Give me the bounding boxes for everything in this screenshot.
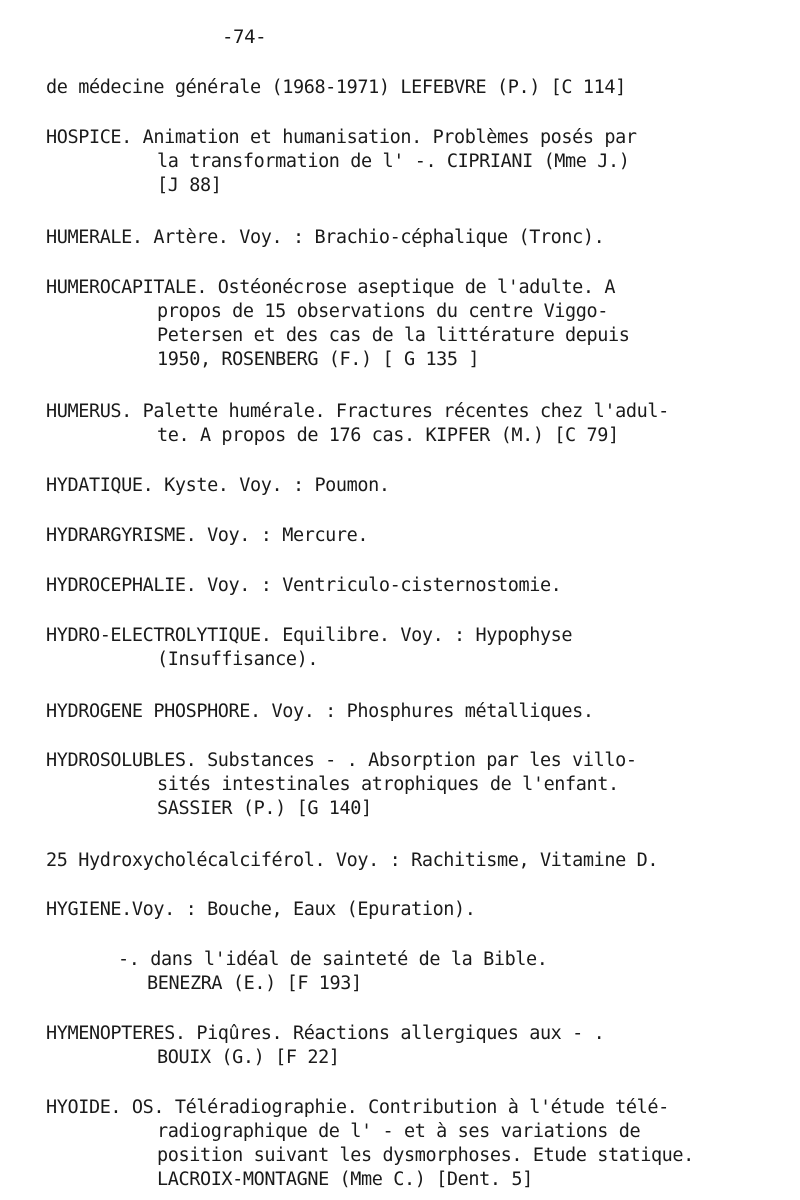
index-entry xyxy=(46,898,776,922)
index-entry xyxy=(46,400,776,448)
entry-line: HYDATIQUE. Kyste. Voy. : Poumon. xyxy=(46,475,390,496)
entry-line: HOSPICE. Animation et humanisation. Problèmes posés par xyxy=(46,127,637,148)
entry-line: HYMENOPTERES. Piqûres. Réactions allergiques aux - . xyxy=(46,1023,605,1044)
index-entry xyxy=(46,749,776,821)
index-entry xyxy=(46,624,776,672)
entry-line: sités intestinales atrophiques de l'enfant. xyxy=(157,774,619,795)
entry-line: propos de 15 observations du centre Viggo- xyxy=(157,301,608,322)
entry-line: HYGIENE.Voy. : Bouche, Eaux (Epuration). xyxy=(46,899,476,920)
entry-line: HUMERALE. Artère. Voy. : Brachio-céphalique (Tronc). xyxy=(46,227,605,248)
entry-line: HYDRO-ELECTROLYTIQUE. Equilibre. Voy. : Hypophyse xyxy=(46,625,573,646)
entry-line: [J 88] xyxy=(157,175,222,196)
entry-line: -. dans l'idéal de sainteté de la Bible. xyxy=(118,949,548,970)
entry-line: HYDROGENE PHOSPHORE. Voy. : Phosphures métalliques. xyxy=(46,701,594,722)
entry-line: HYDROSOLUBLES. Substances - . Absorption par les villo- xyxy=(46,750,637,771)
entry-line: (Insuffisance). xyxy=(157,649,319,670)
index-entry xyxy=(46,126,776,198)
entry-line: te. A propos de 176 cas. KIPFER (M.) [C 79] xyxy=(157,425,619,446)
entry-line: HUMEROCAPITALE. Ostéonécrose aseptique de l'adulte. A xyxy=(46,277,616,298)
entry-line: HYDROCEPHALIE. Voy. : Ventriculo-cisternostomie. xyxy=(46,575,562,596)
entry-line: 1950, ROSENBERG (F.) [ G 135 ] xyxy=(157,349,480,370)
index-entry xyxy=(46,226,776,250)
entry-line: radiographique de l' - et à ses variations de xyxy=(157,1121,641,1142)
index-entry xyxy=(46,276,776,372)
entry-line: 25 Hydroxycholécalciférol. Voy. : Rachitisme, Vitamine D. xyxy=(46,850,659,871)
entry-line: LACROIX-MONTAGNE (Mme C.) [Dent. 5] xyxy=(157,1169,533,1190)
entry-line: de médecine générale (1968-1971) LEFEBVRE (P.) [C 114] xyxy=(46,77,626,98)
entry-line: HUMERUS. Palette humérale. Fractures récentes chez l'adul- xyxy=(46,401,669,422)
entry-line: HYOIDE. OS. Téléradiographie. Contribution à l'étude télé- xyxy=(46,1097,669,1118)
index-subentry xyxy=(118,948,800,996)
index-entry xyxy=(46,474,776,498)
index-entry xyxy=(46,1096,776,1192)
entry-line: BENEZRA (E.) [F 193] xyxy=(147,973,362,994)
page-number: -74- xyxy=(222,26,267,48)
index-entry xyxy=(46,76,776,100)
entry-line: SASSIER (P.) [G 140] xyxy=(157,798,372,819)
entry-line: BOUIX (G.) [F 22] xyxy=(157,1047,340,1068)
index-entry xyxy=(46,700,776,724)
entry-line: HYDRARGYRISME. Voy. : Mercure. xyxy=(46,525,369,546)
index-entry xyxy=(46,524,776,548)
entry-line: position suivant les dysmorphoses. Etude statique. xyxy=(157,1145,694,1166)
entry-line: Petersen et des cas de la littérature depuis xyxy=(157,325,630,346)
index-entry xyxy=(46,849,776,873)
index-entry xyxy=(46,1022,776,1070)
entry-line: la transformation de l' -. CIPRIANI (Mme J.) xyxy=(157,151,630,172)
index-entry xyxy=(46,574,776,598)
